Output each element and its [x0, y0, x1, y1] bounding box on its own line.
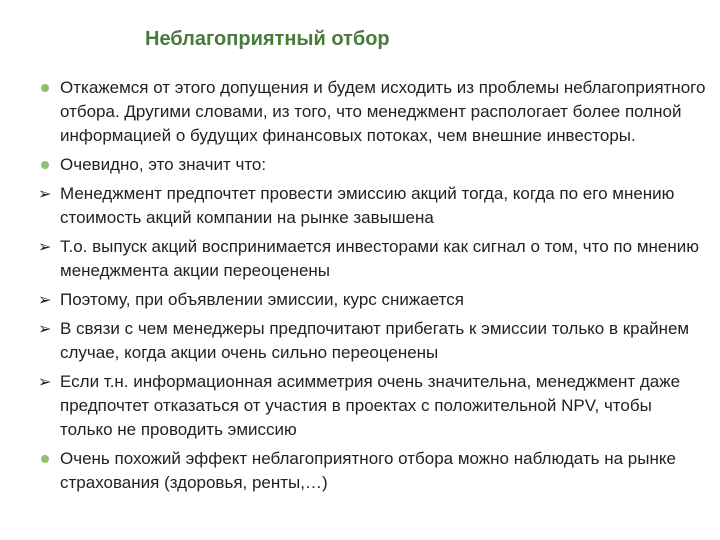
arrow-bullet-icon: ➢ — [38, 372, 52, 391]
arrow-bullet-icon: ➢ — [38, 319, 52, 338]
bullet-item — [38, 447, 708, 495]
bullet-text: Т.о. выпуск акций воспринимается инвесторами как сигнал о том, что по мнению менеджмента акции переоценены — [60, 237, 699, 280]
arrow-bullet-icon: ➢ — [38, 184, 52, 203]
bullet-text: В связи с чем менеджеры предпочитают прибегать к эмиссии только в крайнем случае, когда акции очень сильно переоценены — [60, 319, 690, 362]
slide-title: Неблагоприятный отбор — [145, 28, 390, 50]
green-dot-bullet-icon — [38, 76, 56, 100]
bullet-item — [38, 317, 708, 365]
arrow-bullet-icon: ➢ — [38, 290, 52, 309]
bullet-item — [38, 288, 708, 312]
bullet-text: Откажемся от этого допущения и будем исходить из проблемы неблагоприятного отбора. Другими словами, из того, что менеджмент распологает более полной информацией о будущих финансовых потоках, чем внешние инвесторы. — [60, 78, 706, 145]
green-dot-bullet-icon — [38, 153, 56, 177]
bullet-text: Поэтому, при объявлении эмиссии, курс снижается — [60, 290, 464, 309]
bullet-text: Очень похожий эффект неблагоприятного отбора можно наблюдать на рынке страхования (здоровья, ренты,…) — [60, 449, 676, 492]
bullet-item — [38, 153, 708, 177]
arrow-bullet-icon: ➢ — [38, 237, 52, 256]
bullet-item — [38, 370, 708, 442]
bullet-text: Менеджмент предпочтет провести эмиссию акций тогда, когда по его мнению стоимость акций компании на рынке завышена — [60, 184, 675, 227]
green-dot-bullet-icon — [38, 447, 56, 471]
bullet-text: Если т.н. информационная асимметрия очень значительна, менеджмент даже предпочтет отказаться от участия в проектах с положительной NPV, чтобы только не проводить эмиссию — [60, 372, 681, 439]
bullet-item — [38, 182, 708, 230]
bullet-item — [38, 76, 708, 148]
bullet-item — [38, 235, 708, 283]
bullet-text: Очевидно, это значит что: — [60, 155, 267, 174]
bullet-list — [38, 76, 708, 500]
